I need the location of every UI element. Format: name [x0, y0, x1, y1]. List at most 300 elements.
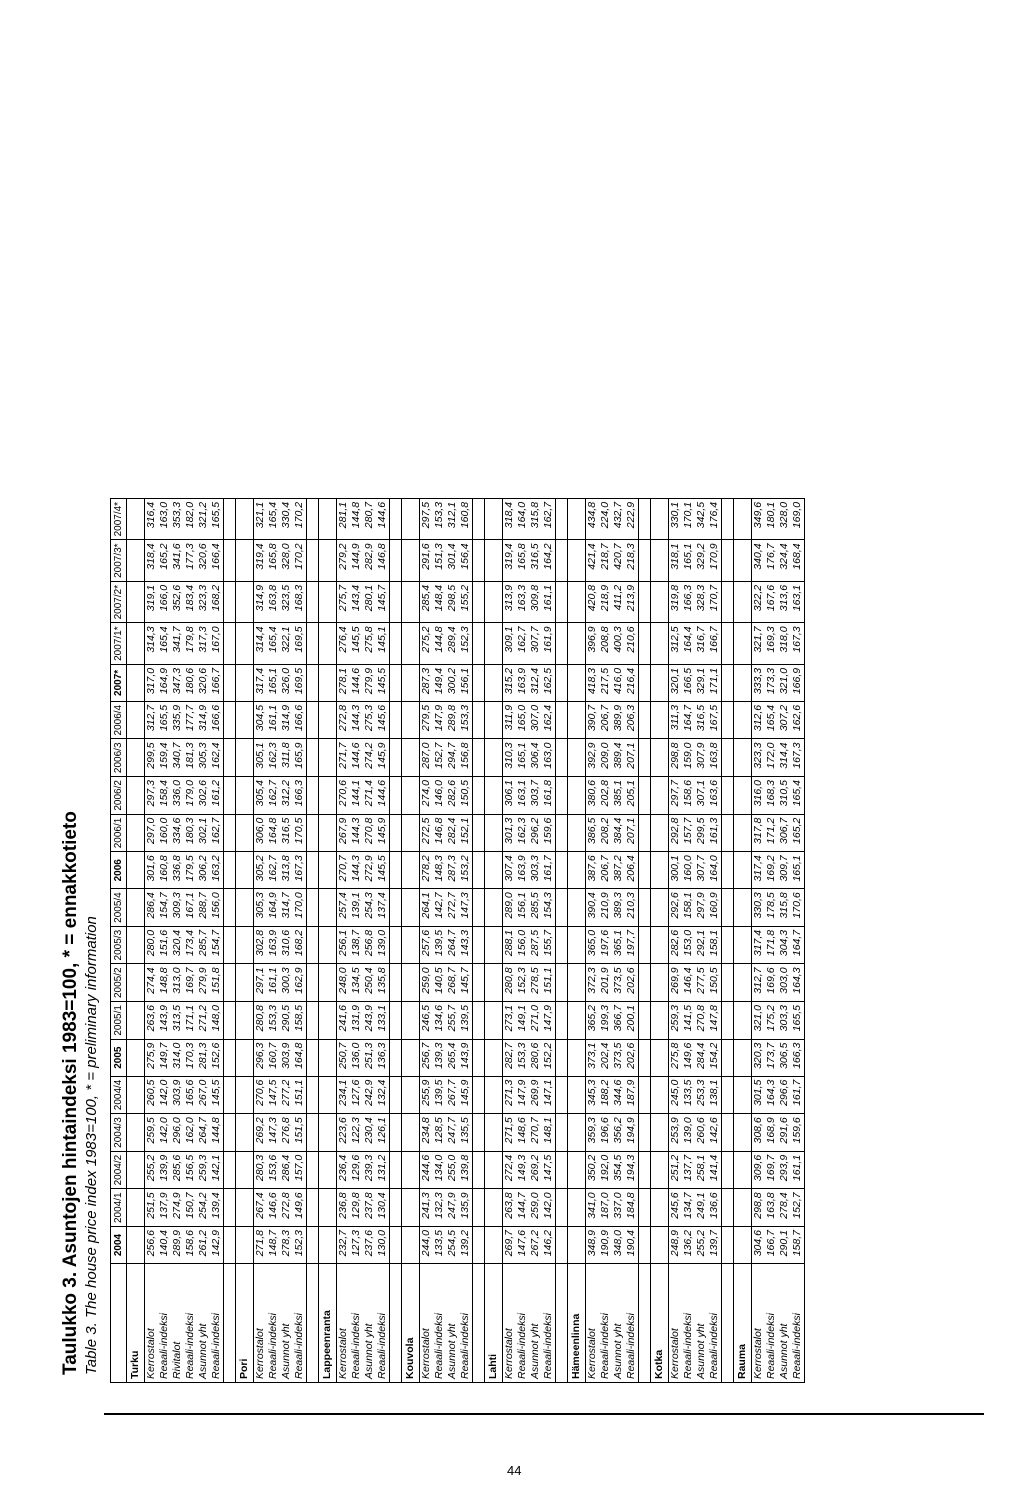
empty-cell [485, 1039, 503, 1076]
gap-cell [307, 1039, 319, 1076]
table-row [682, 498, 695, 1382]
value-cell: 297,3 [145, 777, 159, 815]
empty-cell [402, 1002, 420, 1040]
value-cell: 158,1 [682, 889, 695, 927]
value-cell: 168,3 [293, 581, 307, 622]
value-cell: 282,6 [446, 777, 459, 815]
gap-cell [390, 581, 402, 622]
value-cell: 267,9 [337, 814, 351, 852]
value-cell: 300,2 [446, 664, 459, 701]
empty-cell [651, 1151, 669, 1189]
table-row [280, 498, 293, 1382]
empty-cell [734, 1114, 752, 1152]
value-cell: 306,5 [778, 1039, 791, 1076]
value-cell: 165,1 [516, 739, 529, 777]
gap-cell [639, 1076, 651, 1114]
value-cell: 213,9 [625, 581, 639, 622]
value-cell: 299,5 [695, 814, 708, 852]
value-cell: 317,0 [145, 664, 159, 701]
empty-cell [485, 664, 503, 701]
empty-cell [651, 777, 669, 815]
value-cell: 207,1 [625, 739, 639, 777]
value-cell: 165,8 [267, 540, 280, 581]
value-cell: 165,5 [791, 1002, 805, 1040]
value-cell: 278,2 [420, 852, 434, 889]
value-cell: 163,3 [516, 581, 529, 622]
column-header: 2006 [111, 852, 127, 889]
value-cell: 324,4 [778, 540, 791, 581]
value-cell: 348,0 [612, 1227, 625, 1264]
value-cell: 320,4 [171, 926, 184, 964]
value-cell: 167,3 [791, 623, 805, 664]
value-cell: 158,1 [708, 926, 722, 964]
empty-cell [734, 701, 752, 739]
gap-cell [722, 1227, 734, 1264]
value-cell: 303,9 [280, 1039, 293, 1076]
gap-cell [224, 1114, 236, 1152]
value-cell: 392,9 [586, 739, 600, 777]
value-cell: 241,3 [420, 1189, 434, 1227]
city-section-header [485, 498, 503, 1382]
empty-cell [236, 623, 254, 664]
column-header: 2005/2 [111, 964, 127, 1002]
table-row [791, 498, 805, 1382]
value-cell: 296,0 [171, 1114, 184, 1152]
table-row [765, 498, 778, 1382]
gap-cell [639, 701, 651, 739]
value-cell: 307,9 [695, 739, 708, 777]
value-cell: 140,5 [433, 964, 446, 1002]
gap-cell [639, 581, 651, 622]
value-cell: 131,9 [350, 1002, 363, 1040]
gap-cell [473, 1264, 485, 1383]
value-cell: 153,3 [433, 498, 446, 539]
value-cell: 269,2 [529, 1151, 542, 1189]
value-cell: 148,1 [542, 1114, 556, 1152]
empty-cell [734, 540, 752, 581]
value-cell: 148,3 [433, 852, 446, 889]
value-cell: 380,6 [586, 777, 600, 815]
value-cell: 138,1 [708, 1076, 722, 1114]
value-cell: 150,7 [184, 1189, 197, 1227]
value-cell: 311,8 [280, 739, 293, 777]
value-cell: 209,0 [599, 739, 612, 777]
value-cell: 161,2 [210, 777, 224, 815]
value-cell: 147,5 [267, 1076, 280, 1114]
value-cell: 171,2 [765, 814, 778, 852]
value-cell: 255,2 [695, 1227, 708, 1264]
value-cell: 150,5 [459, 777, 473, 815]
value-cell: 161,7 [542, 852, 556, 889]
value-cell: 156,0 [210, 889, 224, 927]
value-cell: 356,2 [612, 1114, 625, 1152]
value-cell: 217,5 [599, 664, 612, 701]
row-label: Asunnot yht [529, 1264, 542, 1383]
value-cell: 279,9 [197, 964, 210, 1002]
table-row [625, 498, 639, 1382]
table-row [350, 498, 363, 1382]
value-cell: 314,4 [778, 739, 791, 777]
table-row [612, 498, 625, 1382]
gap-cell [390, 1189, 402, 1227]
value-cell: 307,7 [695, 852, 708, 889]
value-cell: 320,6 [197, 664, 210, 701]
value-cell: 147,1 [542, 1076, 556, 1114]
empty-cell [402, 964, 420, 1002]
value-cell: 170,7 [708, 581, 722, 622]
empty-cell [127, 889, 145, 927]
value-cell: 288,7 [197, 889, 210, 927]
value-cell: 164,3 [791, 964, 805, 1002]
gap-cell [390, 1114, 402, 1152]
value-cell: 280,1 [363, 581, 376, 622]
value-cell: 160,9 [708, 889, 722, 927]
value-cell: 144,7 [516, 1189, 529, 1227]
table-row [267, 498, 280, 1382]
value-cell: 342,5 [695, 498, 708, 539]
empty-cell [402, 1151, 420, 1189]
table-row [503, 498, 517, 1382]
value-cell: 272,5 [420, 814, 434, 852]
empty-cell [236, 739, 254, 777]
value-cell: 265,4 [446, 1039, 459, 1076]
empty-cell [568, 1002, 586, 1040]
column-header: 2004 [111, 1227, 127, 1264]
value-cell: 306,4 [529, 739, 542, 777]
gap-cell [639, 1039, 651, 1076]
value-cell: 147,9 [433, 701, 446, 739]
value-cell: 187,9 [625, 1076, 639, 1114]
value-cell: 303,0 [778, 964, 791, 1002]
value-cell: 263,6 [145, 1002, 159, 1040]
value-cell: 173,3 [765, 664, 778, 701]
empty-cell [651, 664, 669, 701]
value-cell: 421,4 [586, 540, 600, 581]
value-cell: 321,2 [197, 498, 210, 539]
value-cell: 301,6 [145, 852, 159, 889]
value-cell: 387,6 [586, 852, 600, 889]
value-cell: 328,0 [778, 498, 791, 539]
value-cell: 147,9 [516, 1076, 529, 1114]
value-cell: 309,6 [752, 1151, 766, 1189]
gap-cell [722, 739, 734, 777]
value-cell: 142,0 [158, 1076, 171, 1114]
value-cell: 164,9 [267, 889, 280, 927]
gap-cell [307, 777, 319, 815]
gap-cell [390, 1151, 402, 1189]
value-cell: 306,2 [197, 852, 210, 889]
value-cell: 247,7 [446, 1114, 459, 1152]
value-cell: 236,4 [337, 1151, 351, 1189]
value-cell: 136,6 [708, 1189, 722, 1227]
value-cell: 272,8 [280, 1189, 293, 1227]
value-cell: 299,5 [145, 739, 159, 777]
gap-cell [473, 1151, 485, 1189]
gap-cell [307, 581, 319, 622]
header-blank [111, 1264, 127, 1383]
gap-cell [473, 623, 485, 664]
value-cell: 165,2 [791, 814, 805, 852]
value-cell: 200,1 [625, 1002, 639, 1040]
value-cell: 242,9 [363, 1076, 376, 1114]
empty-cell [127, 498, 145, 539]
value-cell: 194,3 [625, 1151, 639, 1189]
value-cell: 144,6 [350, 664, 363, 701]
gap-cell [473, 540, 485, 581]
empty-cell [485, 1151, 503, 1189]
value-cell: 139,0 [376, 926, 390, 964]
value-cell: 154,3 [542, 889, 556, 927]
value-cell: 296,3 [254, 1039, 268, 1076]
value-cell: 166,3 [293, 777, 307, 815]
value-cell: 173,4 [184, 926, 197, 964]
empty-cell [485, 1076, 503, 1114]
value-cell: 274,2 [363, 739, 376, 777]
column-header: 2004/3 [111, 1114, 127, 1152]
value-cell: 278,5 [529, 964, 542, 1002]
value-cell: 341,6 [171, 540, 184, 581]
value-cell: 166,3 [791, 1039, 805, 1076]
value-cell: 420,8 [586, 581, 600, 622]
value-cell: 320,1 [669, 664, 683, 701]
value-cell: 139,5 [459, 1002, 473, 1040]
value-cell: 316,5 [280, 814, 293, 852]
empty-cell [402, 581, 420, 622]
empty-cell [568, 1114, 586, 1152]
value-cell: 206,7 [599, 701, 612, 739]
empty-cell [319, 777, 337, 815]
value-cell: 131,2 [376, 1151, 390, 1189]
empty-cell [319, 664, 337, 701]
value-cell: 208,2 [599, 814, 612, 852]
value-cell: 275,7 [337, 581, 351, 622]
value-cell: 326,0 [280, 664, 293, 701]
value-cell: 170,1 [682, 498, 695, 539]
value-cell: 245,6 [669, 1189, 683, 1227]
value-cell: 151,1 [542, 964, 556, 1002]
value-cell: 164,0 [516, 498, 529, 539]
value-cell: 307,0 [529, 701, 542, 739]
value-cell: 389,4 [612, 739, 625, 777]
gap-cell [307, 889, 319, 927]
value-cell: 168,4 [791, 540, 805, 581]
value-cell: 249,1 [695, 1189, 708, 1227]
value-cell: 158,6 [184, 1227, 197, 1264]
value-cell: 129,8 [350, 1189, 363, 1227]
value-cell: 127,3 [350, 1227, 363, 1264]
value-cell: 154,2 [708, 1039, 722, 1076]
value-cell: 169,7 [765, 1151, 778, 1189]
page-title: Taulukko 3. Asuntojen hintaindeksi 1983=100, * = ennakkotieto [60, 811, 81, 1375]
gap-cell [307, 701, 319, 739]
row-label: Kerrostalot [337, 1264, 351, 1383]
empty-cell [651, 852, 669, 889]
gap-cell [390, 852, 402, 889]
empty-cell [485, 889, 503, 927]
value-cell: 159,6 [791, 1114, 805, 1152]
empty-cell [319, 623, 337, 664]
value-cell: 175,2 [765, 1002, 778, 1040]
value-cell: 275,8 [363, 623, 376, 664]
gap-cell [556, 852, 568, 889]
value-cell: 285,7 [197, 926, 210, 964]
value-cell: 136,2 [682, 1227, 695, 1264]
value-cell: 259,0 [529, 1189, 542, 1227]
value-cell: 143,9 [459, 1039, 473, 1076]
row-label: Asunnot yht [612, 1264, 625, 1383]
value-cell: 161,3 [708, 814, 722, 852]
value-cell: 153,6 [267, 1151, 280, 1189]
value-cell: 259,0 [420, 964, 434, 1002]
value-cell: 142,6 [708, 1114, 722, 1152]
value-cell: 132,4 [376, 1076, 390, 1114]
value-cell: 296,6 [778, 1076, 791, 1114]
table-header-row [111, 498, 127, 1382]
value-cell: 165,6 [184, 1076, 197, 1114]
value-cell: 297,5 [420, 498, 434, 539]
empty-cell [651, 1114, 669, 1152]
value-cell: 348,9 [586, 1227, 600, 1264]
value-cell: 313,5 [171, 1002, 184, 1040]
value-cell: 210,9 [599, 889, 612, 927]
empty-cell [402, 852, 420, 889]
value-cell: 243,9 [363, 1002, 376, 1040]
value-cell: 166,7 [765, 1227, 778, 1264]
value-cell: 163,8 [708, 739, 722, 777]
gap-cell [224, 739, 236, 777]
empty-cell [402, 1189, 420, 1227]
gap-cell [473, 852, 485, 889]
value-cell: 169,5 [293, 664, 307, 701]
value-cell: 150,5 [708, 964, 722, 1002]
value-cell: 269,9 [529, 1076, 542, 1114]
value-cell: 224,0 [599, 498, 612, 539]
value-cell: 301,5 [752, 1076, 766, 1114]
value-cell: 165,2 [158, 540, 171, 581]
gap-cell [556, 926, 568, 964]
value-cell: 148,4 [433, 581, 446, 622]
value-cell: 168,9 [765, 1114, 778, 1152]
value-cell: 165,4 [267, 623, 280, 664]
value-cell: 148,8 [158, 964, 171, 1002]
empty-cell [236, 1039, 254, 1076]
gap-cell [556, 889, 568, 927]
gap-cell [224, 701, 236, 739]
value-cell: 311,9 [503, 701, 517, 739]
value-cell: 163,9 [516, 852, 529, 889]
value-cell: 153,2 [459, 852, 473, 889]
value-cell: 201,9 [599, 964, 612, 1002]
gap-cell [224, 1227, 236, 1264]
gap-cell [556, 964, 568, 1002]
city-name: Pori [236, 1264, 254, 1383]
value-cell: 274,9 [171, 1189, 184, 1227]
value-cell: 329,2 [695, 540, 708, 581]
empty-cell [568, 1151, 586, 1189]
gap-cell [722, 777, 734, 815]
value-cell: 274,4 [145, 964, 159, 1002]
gap-cell [473, 889, 485, 927]
value-cell: 254,5 [446, 1227, 459, 1264]
value-cell: 156,1 [459, 664, 473, 701]
empty-cell [127, 664, 145, 701]
value-cell: 166,3 [682, 581, 695, 622]
gap-cell [722, 1264, 734, 1383]
gap-cell [473, 664, 485, 701]
value-cell: 248,9 [669, 1227, 683, 1264]
value-cell: 310,5 [778, 777, 791, 815]
gap-cell [307, 964, 319, 1002]
value-cell: 144,8 [350, 498, 363, 539]
value-cell: 141,4 [708, 1151, 722, 1189]
value-cell: 145,5 [376, 664, 390, 701]
value-cell: 206,7 [599, 852, 612, 889]
value-cell: 160,0 [158, 814, 171, 852]
value-cell: 354,5 [612, 1151, 625, 1189]
value-cell: 139,2 [459, 1227, 473, 1264]
empty-cell [236, 498, 254, 539]
value-cell: 142,9 [210, 1227, 224, 1264]
empty-cell [651, 1076, 669, 1114]
value-cell: 139,0 [682, 1114, 695, 1152]
empty-cell [568, 498, 586, 539]
empty-cell [236, 889, 254, 927]
empty-cell [236, 1076, 254, 1114]
value-cell: 298,5 [446, 581, 459, 622]
gap-cell [307, 1264, 319, 1383]
value-cell: 167,3 [791, 739, 805, 777]
value-cell: 270,8 [695, 1002, 708, 1040]
value-cell: 287,0 [420, 739, 434, 777]
value-cell: 234,1 [337, 1076, 351, 1114]
column-header: 2006/4 [111, 701, 127, 739]
value-cell: 317,4 [752, 926, 766, 964]
value-cell: 309,3 [171, 889, 184, 927]
gap-cell [307, 852, 319, 889]
empty-cell [568, 814, 586, 852]
empty-cell [127, 852, 145, 889]
value-cell: 126,1 [376, 1114, 390, 1152]
value-cell: 176,7 [765, 540, 778, 581]
value-cell: 271,2 [197, 1002, 210, 1040]
value-cell: 269,7 [503, 1227, 517, 1264]
value-cell: 287,3 [446, 852, 459, 889]
value-cell: 310,6 [280, 926, 293, 964]
empty-cell [734, 1189, 752, 1227]
value-cell: 250,7 [337, 1039, 351, 1076]
table-row [254, 498, 268, 1382]
value-cell: 256,6 [145, 1227, 159, 1264]
empty-cell [568, 623, 586, 664]
value-cell: 276,8 [280, 1114, 293, 1152]
table-row [599, 498, 612, 1382]
value-cell: 205,1 [625, 777, 639, 815]
value-cell: 315,2 [503, 664, 517, 701]
value-cell: 135,8 [376, 964, 390, 1002]
value-cell: 192,0 [599, 1151, 612, 1189]
value-cell: 149,6 [682, 1039, 695, 1076]
value-cell: 321,7 [752, 623, 766, 664]
value-cell: 206,3 [625, 701, 639, 739]
gap-cell [639, 540, 651, 581]
value-cell: 139,3 [433, 1039, 446, 1076]
value-cell: 202,6 [625, 964, 639, 1002]
value-cell: 372,3 [586, 964, 600, 1002]
gap-cell [224, 623, 236, 664]
empty-cell [485, 814, 503, 852]
value-cell: 312,2 [280, 777, 293, 815]
empty-cell [651, 1189, 669, 1227]
